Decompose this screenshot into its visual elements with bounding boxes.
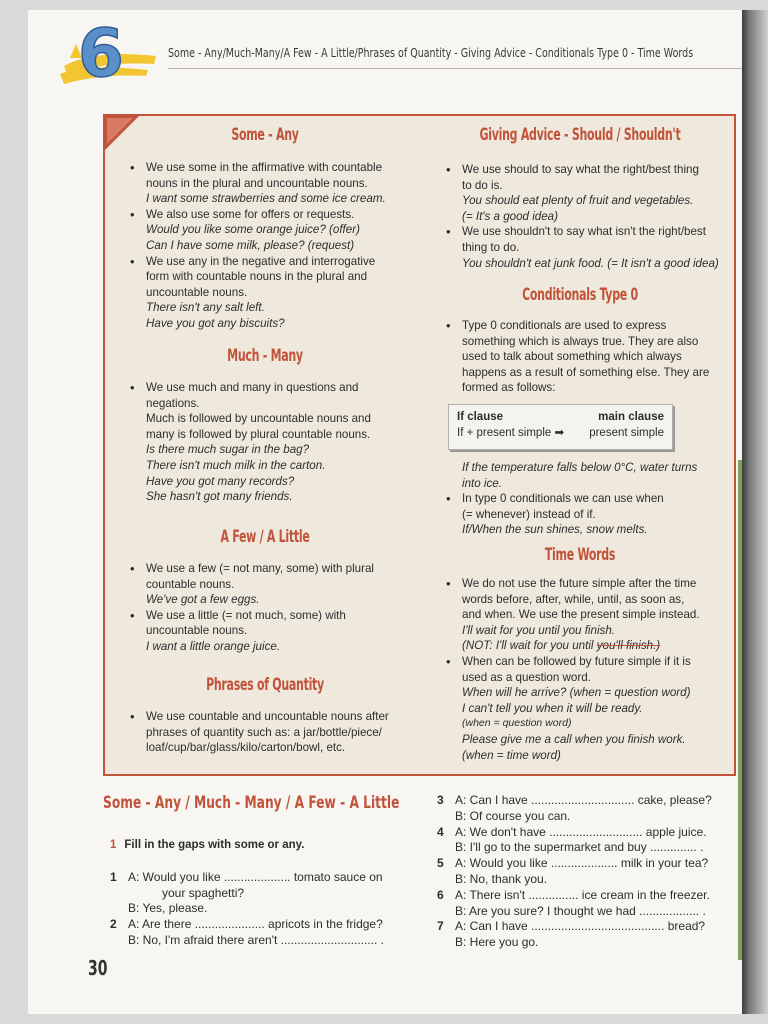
rule-text: uncountable nouns. [146, 285, 248, 299]
rule-text: Much is followed by uncountable nouns and [146, 412, 371, 426]
example-text: When will he arrive? (when = question word) [462, 686, 691, 700]
question-line: A: Can I have ........................................ bread? [455, 919, 706, 934]
rule-any: • We use any in the negative and interrogative [118, 254, 418, 270]
rule-shouldnt: • We use shouldn't to say what isn't the right/best [434, 224, 734, 240]
example-text: Have you got many records? [146, 474, 295, 488]
example-text: She hasn't got many friends. [146, 490, 293, 504]
table-header-main: main clause [598, 410, 664, 423]
question-line: A: There isn't ............... ice cream in the freezer. [455, 887, 710, 902]
question-number: 2 [110, 917, 117, 932]
example-text [434, 638, 734, 654]
question-number: 5 [437, 856, 444, 871]
rule-text: nouns in the plural and uncountable nouns. [146, 176, 368, 190]
question-3 [437, 793, 737, 825]
question-line: A: Are there ..................... apricots in the fridge? [128, 917, 383, 932]
rule-text: phrases of quantity such as: a jar/bottle/piece/ [146, 725, 382, 739]
header-divider [168, 68, 742, 69]
unit-number: 6 [78, 15, 124, 92]
rule-text: thing to do. [462, 240, 520, 254]
conditional-form-table [448, 404, 673, 450]
page-edge-stripe [738, 460, 742, 960]
example-text: You should eat plenty of fruit and vegetables. [462, 194, 694, 208]
example-text: Would you like some orange juice? (offer) [146, 223, 360, 237]
table-main-form: present simple [589, 426, 664, 439]
rule-time-words: • We do not use the future simple after the time [434, 576, 734, 592]
left-column-some-any [118, 160, 418, 332]
exercise-instruction [110, 838, 420, 854]
question-7 [437, 919, 737, 951]
question-number: 4 [437, 824, 444, 839]
example-text: I can't tell you when it will be ready. [462, 701, 643, 715]
table-if-form: If + present simple [457, 426, 552, 439]
question-number: 6 [437, 887, 444, 902]
question-number: 7 [437, 919, 444, 934]
example-text: I want a little orange juice. [146, 639, 281, 653]
example-text: We've got a few eggs. [146, 593, 260, 607]
example-text: I want some strawberries and some ice cream. [146, 192, 386, 206]
example-text: You shouldn't eat junk food. (= It isn't a good idea) [462, 256, 719, 270]
right-column-conditionals [434, 318, 734, 538]
section-title-conditionals: Conditionals Type 0 [522, 285, 638, 305]
rule-should: • We use should to say what the right/best thing [434, 162, 734, 178]
example-text: Is there much sugar in the bag? [146, 443, 310, 457]
example-text: I'll wait for you until you finish. [462, 623, 616, 637]
example-text: If/When the sun shines, snow melts. [462, 523, 648, 537]
table-header-if: If clause [457, 410, 504, 423]
question-2 [110, 917, 420, 949]
rule-some: • We use some in the affirmative with countable [118, 160, 418, 176]
example-text: (when = question word) [462, 717, 572, 730]
page-edge-shadow [742, 10, 768, 1014]
rule-phrases: • We use countable and uncountable nouns after [118, 709, 418, 725]
example-text: (when = time word) [462, 748, 561, 762]
section-title-few-little: A Few / A Little [220, 527, 310, 547]
example-text: There isn't any salt left. [146, 301, 265, 315]
example-text: If the temperature falls below 0°C, water turns [462, 460, 698, 474]
section-title-some-any: Some - Any [231, 125, 299, 145]
rule-a-little: • We use a little (= not much, some) with [118, 608, 418, 624]
rule-text: something which is always true. They are also [462, 334, 699, 348]
question-5 [437, 856, 737, 888]
example-text: Have you got any biscuits? [146, 316, 285, 330]
question-number: 3 [437, 793, 444, 807]
answer-line: B: No, I'm afraid there aren't ............................. . [128, 932, 385, 947]
arrow-right-icon: ➡ [554, 426, 565, 439]
exercise-left [110, 838, 420, 949]
question-4 [437, 825, 737, 857]
instruction-number: 1 [110, 839, 117, 851]
unit-badge [56, 14, 166, 94]
right-column-time-words [434, 576, 734, 763]
rule-text: negations. [146, 396, 200, 410]
answer-line: B: Are you sure? I thought we had .................. . [455, 903, 706, 918]
question-6 [437, 888, 737, 920]
example-text: Please give me a call when you finish work. [462, 732, 686, 746]
example-text: into ice. [462, 476, 502, 490]
question-1 [110, 870, 420, 917]
page-number: 30 [88, 956, 108, 980]
left-column-phrases [118, 709, 418, 756]
rule-type0: • Type 0 conditionals are used to express [434, 318, 734, 334]
rule-text: words before, after, while, until, as soon as, [462, 592, 685, 606]
rule-text: formed as follows: [462, 381, 556, 395]
rule-text: used to talk about something which always [462, 350, 682, 364]
rule-text: many is followed by plural countable nouns. [146, 427, 371, 441]
rule-when-question: • When can be followed by future simple if it is [434, 654, 734, 670]
instruction-text: Fill in the gaps with some or any. [124, 839, 305, 851]
rule-when: • In type 0 conditionals we can use when [434, 491, 734, 507]
question-number: 1 [110, 869, 117, 884]
exercise-right [437, 793, 737, 951]
rule-text: uncountable nouns. [146, 624, 248, 638]
rule-a-few: • We use a few (= not many, some) with plural [118, 561, 418, 577]
rule-text: used as a question word. [462, 670, 591, 684]
exercise-title: Some - Any / Much - Many / A Few - A Little [103, 793, 400, 813]
rule-text: (= whenever) instead of if. [462, 507, 596, 521]
left-column-few-little [118, 561, 418, 655]
example-text: (= It's a good idea) [462, 209, 558, 223]
rule-text: countable nouns. [146, 577, 235, 591]
example-text: There isn't much milk in the carton. [146, 458, 326, 472]
question-line: A: We don't have ............................ apple juice. [455, 824, 707, 839]
rule-much-many: • We use much and many in questions and [118, 380, 418, 396]
question-line: your spaghetti? [162, 885, 245, 900]
left-column-much-many [118, 380, 418, 505]
right-column-advice [434, 162, 734, 271]
rule-some-offers: • We also use some for offers or requests. [118, 207, 418, 223]
rule-text: happens as a result of something else. They are [462, 365, 710, 379]
section-title-phrases: Phrases of Quantity [206, 675, 324, 695]
unit-title: Some - Any/Much-Many/A Few - A Little/Phrases of Quantity - Giving Advice - Conditionals Type 0 - Time Words [168, 46, 694, 60]
question-line: A: Would you like .................... milk in your tea? [455, 856, 709, 871]
corner-ribbon-icon [103, 114, 143, 154]
answer-line: B: Of course you can. [455, 808, 571, 823]
section-title-advice: Giving Advice - Should / Shouldn't [479, 125, 681, 145]
rule-text: loaf/cup/bar/glass/kilo/carton/bowl, etc. [146, 741, 346, 755]
example-text: Can I have some milk, please? (request) [146, 238, 355, 252]
answer-line: B: No, thank you. [455, 871, 548, 886]
question-line: A: Would you like .................... tomato sauce on [128, 869, 383, 884]
example-text-part: (NOT: I'll wait for you until [462, 639, 597, 653]
struck-text: you'll finish.) [596, 639, 661, 653]
section-title-much-many: Much - Many [227, 346, 303, 366]
rule-text: to do is. [462, 178, 503, 192]
question-line: A: Can I have ............................... cake, please? [455, 793, 712, 807]
answer-line: B: Yes, please. [128, 901, 208, 916]
rule-text: form with countable nouns in the plural and [146, 270, 368, 284]
answer-line: B: Here you go. [455, 935, 539, 950]
rule-text: and when. We use the present simple instead. [462, 608, 700, 622]
answer-line: B: I'll go to the supermarket and buy .............. . [455, 840, 704, 855]
section-title-time-words: Time Words [544, 545, 616, 565]
